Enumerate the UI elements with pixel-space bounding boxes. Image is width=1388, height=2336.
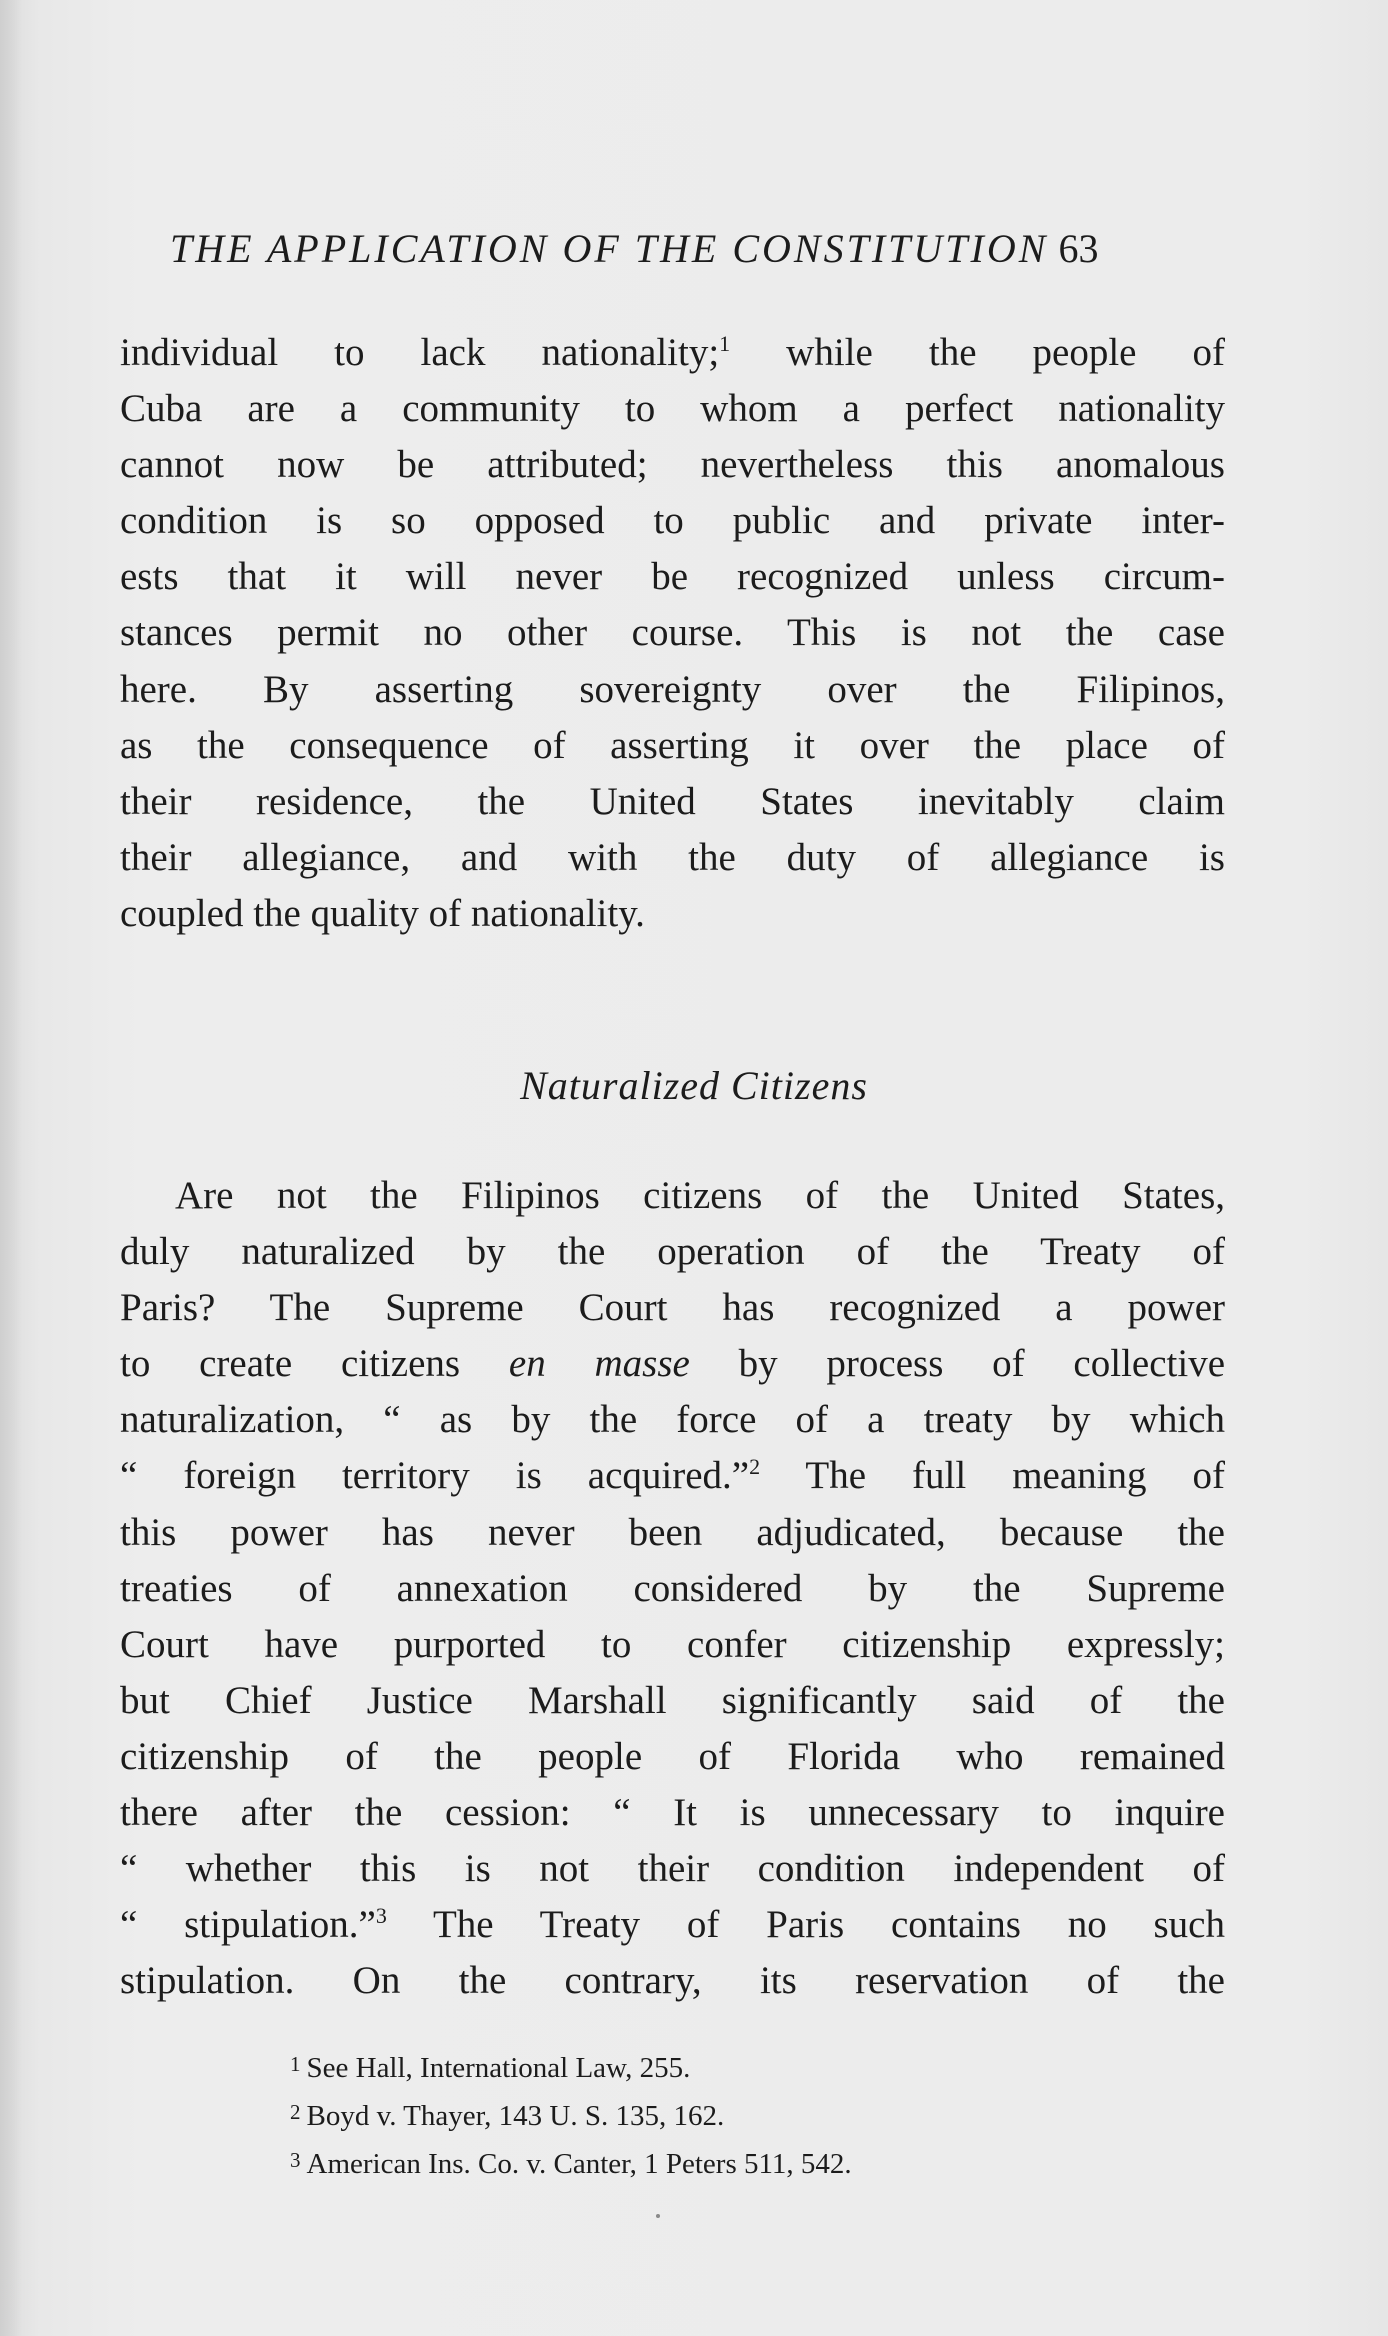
text-line: “ stipulation.”$^3$ The Treaty of Paris contains no such xyxy=(120,1903,1225,1947)
text-line: this power has never been adjudicated, because the xyxy=(120,1510,1225,1554)
text-line: “ whether this is not their condition independent of xyxy=(120,1847,1225,1891)
text-line: Are not the Filipinos citizens of the United States, xyxy=(175,1174,1225,1217)
footnote-number: 1 xyxy=(290,2052,301,2076)
footnote-text: American Ins. Co. v. Canter, 1 Peters 511, 542. xyxy=(306,2148,852,2180)
footnote-ref: 2 xyxy=(749,1454,761,1480)
text-line: citizenship of the people of Florida who remained xyxy=(120,1734,1225,1778)
text-line: ests that it will never be recognized unless circum- xyxy=(120,555,1225,599)
footnote-text: See Hall, International Law, 255. xyxy=(306,2052,691,2084)
footnote-item xyxy=(290,2042,852,2090)
text-line: individual to lack nationality;$^1$ while the people of xyxy=(120,331,1225,374)
text-line: their residence, the United States inevitably claim xyxy=(120,779,1225,823)
footnote-text: Boyd v. Thayer, 143 U. S. 135, 162. xyxy=(306,2100,725,2132)
running-head xyxy=(170,225,1225,272)
text-line: but Chief Justice Marshall significantly said of the xyxy=(120,1678,1225,1722)
ink-speck xyxy=(656,2214,660,2218)
text-line: their allegiance, and with the duty of allegiance is xyxy=(120,835,1225,879)
page-gutter-shadow xyxy=(0,0,22,2336)
text-line: there after the cession: “ It is unnecessary to inquire xyxy=(120,1791,1225,1835)
italic-phrase: en masse xyxy=(508,1342,690,1386)
footnote-number: 3 xyxy=(290,2148,301,2172)
text-line: as the consequence of asserting it over the place of xyxy=(120,723,1225,767)
footnotes xyxy=(290,2042,852,2186)
footnote-ref: 1 xyxy=(719,331,731,356)
text-line: stances permit no other course. This is not the case xyxy=(120,611,1225,655)
text-line: “ foreign territory is acquired.”$^2$ The full meaning of xyxy=(120,1454,1225,1498)
footnote-item xyxy=(290,2138,852,2186)
paragraph-naturalized-citizens xyxy=(120,1168,1225,2009)
text-line: Paris? The Supreme Court has recognized a power xyxy=(120,1286,1225,1330)
text-line: duly naturalized by the operation of the Treaty of xyxy=(120,1230,1225,1274)
footnote-number: 2 xyxy=(290,2100,301,2124)
text-line: coupled the quality of nationality. xyxy=(120,891,645,935)
page-number: 63 xyxy=(1058,226,1099,271)
text-line: condition is so opposed to public and private inter- xyxy=(120,499,1225,543)
footnote-item xyxy=(290,2090,852,2138)
footnote-ref: 3 xyxy=(375,1903,387,1929)
text-line: cannot now be attributed; nevertheless this anomalous xyxy=(120,443,1225,487)
section-heading: Naturalized Citizens xyxy=(520,1063,868,1108)
text-line: treaties of annexation considered by the Supreme xyxy=(120,1566,1225,1610)
text-line: stipulation. On the contrary, its reservation of the xyxy=(120,1959,1225,2003)
text-line: Cuba are a community to whom a perfect nationality xyxy=(120,387,1225,431)
text-line: naturalization, “ as by the force of a treaty by which xyxy=(120,1398,1225,1442)
paragraph-nationality xyxy=(120,325,1225,942)
text-line: to create citizens en masse by process of collective xyxy=(120,1342,1226,1386)
text-line: Court have purported to confer citizenship expressly; xyxy=(120,1622,1225,1666)
text-line: here. By asserting sovereignty over the Filipinos, xyxy=(120,667,1225,711)
running-title: THE APPLICATION OF THE CONSTITUTION xyxy=(170,226,1049,271)
